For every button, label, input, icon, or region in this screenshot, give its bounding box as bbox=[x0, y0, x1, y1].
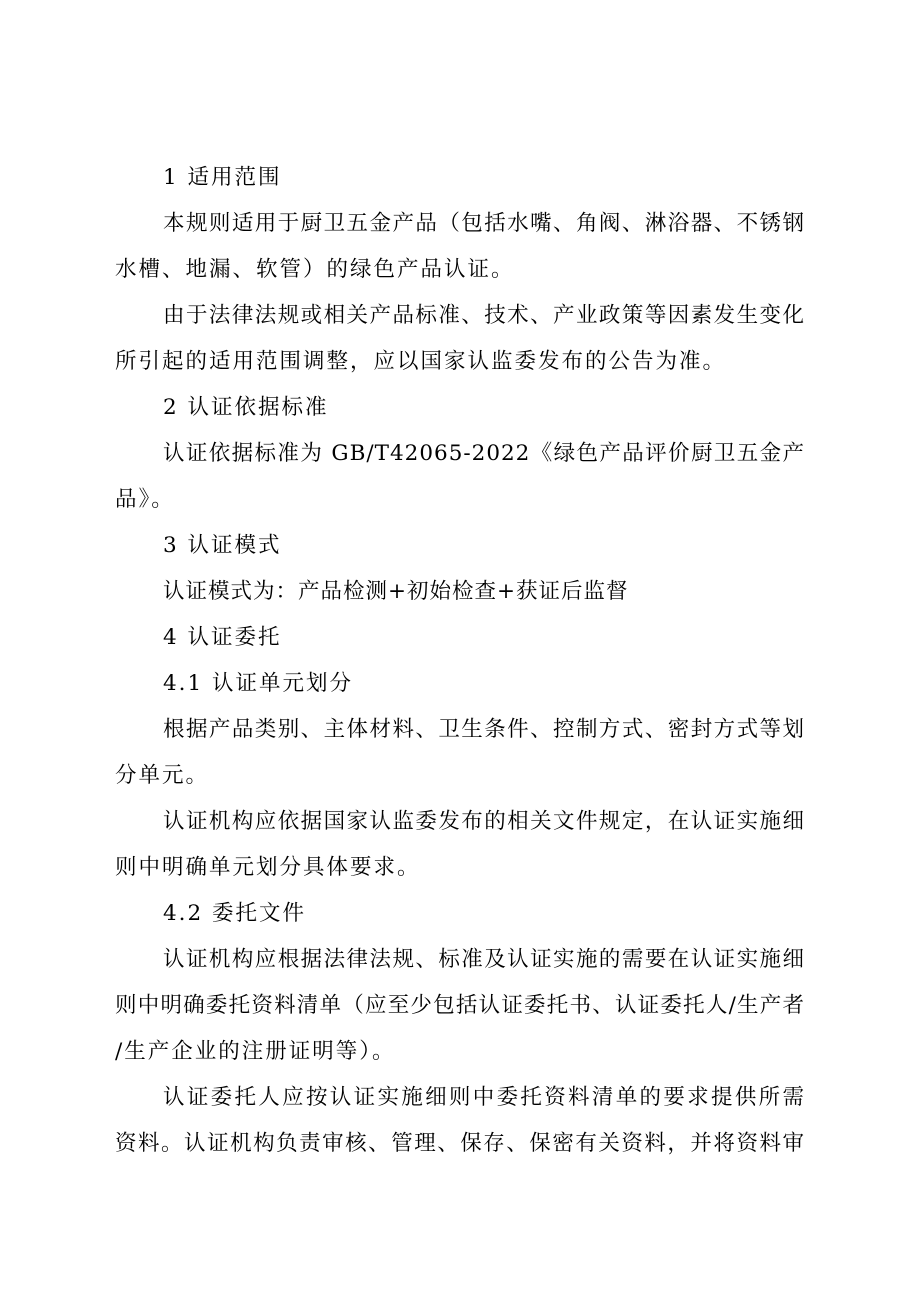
section-4-1-paragraph-1-line-2: 分单元。 bbox=[115, 763, 210, 788]
section-4-1-paragraph-2-line-2: 则中明确单元划分具体要求。 bbox=[115, 855, 421, 880]
section-4-1-heading: 4.1 认证单元划分 bbox=[163, 671, 354, 696]
section-1-paragraph-2-line-1: 由于法律法规或相关产品标准、技术、产业政策等因素发生变化 bbox=[163, 303, 805, 328]
section-4-heading: 4 认证委托 bbox=[163, 625, 282, 650]
section-3-paragraph-1-line-1: 认证模式为：产品检测+初始检查+获证后监督 bbox=[163, 579, 629, 604]
section-4-2-heading: 4.2 委托文件 bbox=[163, 901, 307, 926]
section-4-2-paragraph-2-line-2: 资料。认证机构负责审核、管理、保存、保密有关资料，并将资料审 bbox=[115, 1131, 805, 1156]
section-4-2-paragraph-1-line-2: 则中明确委托资料清单（应至少包括认证委托书、认证委托人/生产者 bbox=[115, 993, 805, 1018]
section-4-2-paragraph-1-line-1: 认证机构应根据法律法规、标准及认证实施的需要在认证实施细 bbox=[163, 947, 805, 972]
section-4-1-paragraph-2-line-1: 认证机构应依据国家认监委发布的相关文件规定，在认证实施细 bbox=[163, 809, 805, 834]
section-1-paragraph-1-line-1: 本规则适用于厨卫五金产品（包括水嘴、角阀、淋浴器、不锈钢 bbox=[163, 211, 805, 236]
section-2-paragraph-1-line-2: 品》。 bbox=[115, 487, 175, 512]
section-4-2-paragraph-2-line-1: 认证委托人应按认证实施细则中委托资料清单的要求提供所需 bbox=[163, 1085, 805, 1110]
section-2-heading: 2 认证依据标准 bbox=[163, 395, 329, 420]
section-1-paragraph-2-line-2: 所引起的适用范围调整，应以国家认监委发布的公告为准。 bbox=[115, 349, 727, 374]
section-1-heading: 1 适用范围 bbox=[163, 165, 282, 190]
section-3-heading: 3 认证模式 bbox=[163, 533, 282, 558]
section-4-1-paragraph-1-line-1: 根据产品类别、主体材料、卫生条件、控制方式、密封方式等划 bbox=[163, 717, 805, 742]
section-1-paragraph-1-line-2: 水槽、地漏、软管）的绿色产品认证。 bbox=[115, 257, 515, 282]
section-2-paragraph-1-line-1: 认证依据标准为 GB/T42065-2022《绿色产品评价厨卫五金产 bbox=[163, 441, 805, 466]
section-4-2-paragraph-1-line-3: /生产企业的注册证明等）。 bbox=[115, 1039, 396, 1064]
